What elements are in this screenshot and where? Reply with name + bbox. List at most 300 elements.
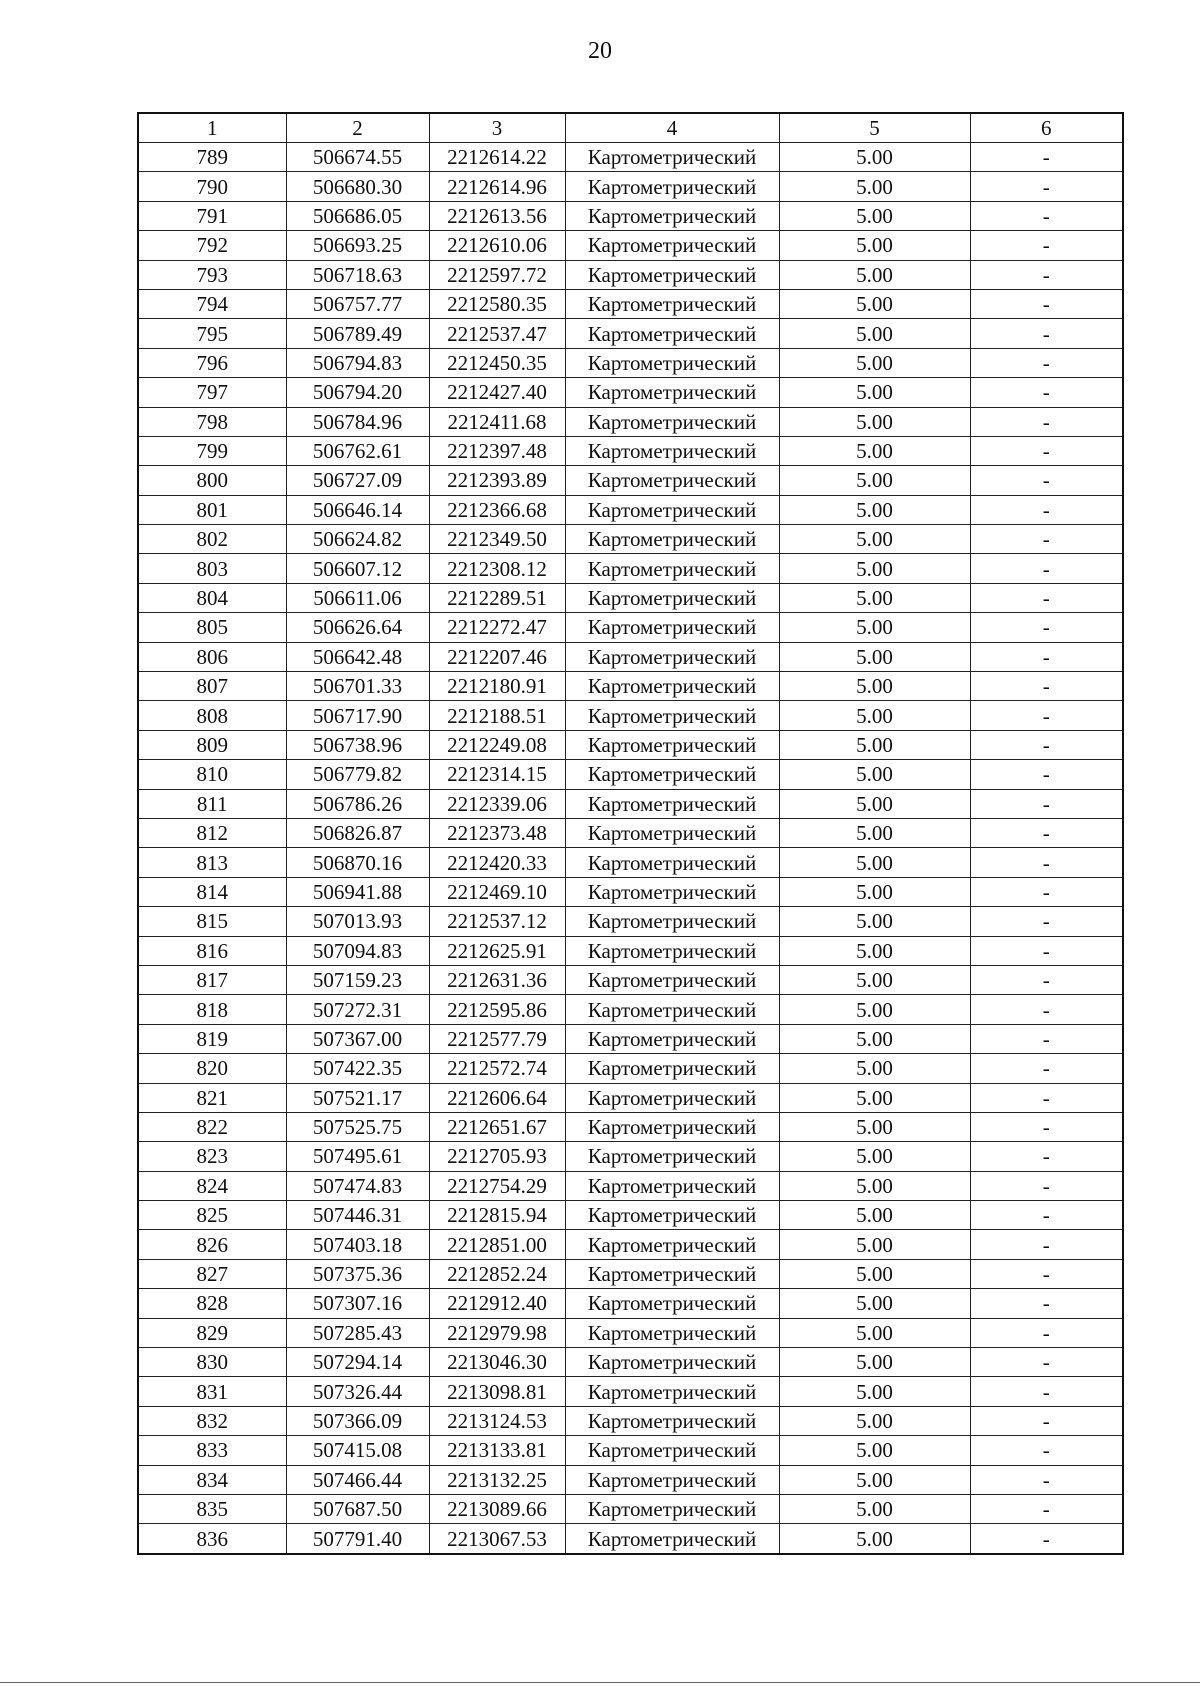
cell-x: 506607.12 [286,554,429,583]
cell-accuracy: 5.00 [779,936,970,965]
table-row [138,1524,1123,1554]
cell-y: 2212979.98 [429,1318,565,1347]
cell-accuracy: 5.00 [779,995,970,1024]
cell-x: 507791.40 [286,1524,429,1554]
table-row [138,789,1123,818]
cell-accuracy: 5.00 [779,1494,970,1523]
cell-x: 506626.64 [286,613,429,642]
cell-point-number: 836 [138,1524,286,1554]
cell-accuracy: 5.00 [779,730,970,759]
cell-x: 507013.93 [286,907,429,936]
cell-description: - [970,466,1123,495]
cell-x: 506624.82 [286,525,429,554]
cell-description: - [970,143,1123,172]
cell-point-number: 825 [138,1201,286,1230]
cell-accuracy: 5.00 [779,201,970,230]
cell-y: 2212851.00 [429,1230,565,1259]
cell-y: 2212613.56 [429,201,565,230]
cell-description: - [970,436,1123,465]
table-row [138,1024,1123,1053]
cell-y: 2212393.89 [429,466,565,495]
cell-method: Картометрический [565,1201,779,1230]
cell-description: - [970,260,1123,289]
cell-point-number: 790 [138,172,286,201]
table-row [138,848,1123,877]
cell-y: 2212572.74 [429,1054,565,1083]
cell-x: 507474.83 [286,1171,429,1200]
cell-accuracy: 5.00 [779,701,970,730]
table-row [138,583,1123,612]
table-row [138,1171,1123,1200]
cell-point-number: 800 [138,466,286,495]
cell-x: 507307.16 [286,1289,429,1318]
table-row [138,818,1123,847]
cell-method: Картометрический [565,525,779,554]
cell-description: - [970,1465,1123,1494]
cell-method: Картометрический [565,1348,779,1377]
cell-point-number: 798 [138,407,286,436]
cell-accuracy: 5.00 [779,1230,970,1259]
cell-accuracy: 5.00 [779,1406,970,1435]
cell-y: 2212631.36 [429,965,565,994]
cell-method: Картометрический [565,436,779,465]
cell-x: 506786.26 [286,789,429,818]
cell-accuracy: 5.00 [779,1465,970,1494]
cell-x: 507422.35 [286,1054,429,1083]
cell-accuracy: 5.00 [779,436,970,465]
cell-accuracy: 5.00 [779,554,970,583]
cell-y: 2212289.51 [429,583,565,612]
table-header [138,113,1123,143]
cell-accuracy: 5.00 [779,1348,970,1377]
cell-method: Картометрический [565,642,779,671]
cell-y: 2212606.64 [429,1083,565,1112]
cell-description: - [970,1436,1123,1465]
cell-y: 2212249.08 [429,730,565,759]
cell-accuracy: 5.00 [779,378,970,407]
cell-method: Картометрический [565,172,779,201]
cell-accuracy: 5.00 [779,1171,970,1200]
table-row [138,143,1123,172]
cell-method: Картометрический [565,554,779,583]
cell-accuracy: 5.00 [779,289,970,318]
cell-description: - [970,818,1123,847]
cell-point-number: 799 [138,436,286,465]
table-row [138,1436,1123,1465]
cell-accuracy: 5.00 [779,525,970,554]
cell-method: Картометрический [565,730,779,759]
cell-description: - [970,172,1123,201]
cell-description: - [970,231,1123,260]
cell-point-number: 806 [138,642,286,671]
cell-method: Картометрический [565,1406,779,1435]
cell-y: 2212207.46 [429,642,565,671]
cell-description: - [970,877,1123,906]
table-row [138,907,1123,936]
table-row [138,201,1123,230]
cell-accuracy: 5.00 [779,1377,970,1406]
cell-point-number: 821 [138,1083,286,1112]
cell-description: - [970,289,1123,318]
cell-x: 506686.05 [286,201,429,230]
cell-description: - [970,995,1123,1024]
cell-description: - [970,613,1123,642]
cell-method: Картометрический [565,495,779,524]
cell-method: Картометрический [565,1524,779,1554]
cell-y: 2212625.91 [429,936,565,965]
cell-y: 2212537.47 [429,319,565,348]
cell-y: 2213089.66 [429,1494,565,1523]
cell-y: 2212754.29 [429,1171,565,1200]
cell-method: Картометрический [565,965,779,994]
cell-x: 506717.90 [286,701,429,730]
cell-y: 2212450.35 [429,348,565,377]
cell-point-number: 796 [138,348,286,377]
cell-x: 507326.44 [286,1377,429,1406]
header-row [138,113,1123,143]
cell-method: Картометрический [565,1054,779,1083]
cell-y: 2212420.33 [429,848,565,877]
cell-point-number: 820 [138,1054,286,1083]
cell-x: 506674.55 [286,143,429,172]
table-row [138,1201,1123,1230]
cell-point-number: 795 [138,319,286,348]
cell-method: Картометрический [565,231,779,260]
cell-method: Картометрический [565,143,779,172]
cell-description: - [970,1318,1123,1347]
cell-method: Картометрический [565,701,779,730]
cell-accuracy: 5.00 [779,583,970,612]
cell-accuracy: 5.00 [779,1524,970,1554]
cell-method: Картометрический [565,1436,779,1465]
cell-description: - [970,642,1123,671]
cell-accuracy: 5.00 [779,877,970,906]
cell-method: Картометрический [565,1377,779,1406]
cell-point-number: 816 [138,936,286,965]
cell-accuracy: 5.00 [779,495,970,524]
cell-x: 507415.08 [286,1436,429,1465]
cell-accuracy: 5.00 [779,789,970,818]
cell-point-number: 803 [138,554,286,583]
bottom-rule [0,1682,1200,1683]
table-row [138,672,1123,701]
cell-accuracy: 5.00 [779,231,970,260]
table-row [138,495,1123,524]
cell-point-number: 827 [138,1259,286,1288]
cell-description: - [970,1024,1123,1053]
cell-point-number: 822 [138,1112,286,1141]
cell-accuracy: 5.00 [779,1112,970,1141]
cell-description: - [970,1083,1123,1112]
cell-point-number: 808 [138,701,286,730]
cell-x: 507687.50 [286,1494,429,1523]
cell-description: - [970,348,1123,377]
table-row [138,231,1123,260]
cell-x: 507375.36 [286,1259,429,1288]
cell-y: 2212614.96 [429,172,565,201]
cell-y: 2212180.91 [429,672,565,701]
cell-accuracy: 5.00 [779,672,970,701]
cell-x: 506826.87 [286,818,429,847]
cell-x: 506779.82 [286,760,429,789]
cell-y: 2213098.81 [429,1377,565,1406]
cell-point-number: 830 [138,1348,286,1377]
table-row [138,1406,1123,1435]
cell-y: 2212188.51 [429,701,565,730]
cell-point-number: 801 [138,495,286,524]
cell-method: Картометрический [565,1230,779,1259]
cell-method: Картометрический [565,1024,779,1053]
cell-y: 2212411.68 [429,407,565,436]
header-cell-description: 6 [970,113,1123,143]
cell-y: 2212580.35 [429,289,565,318]
cell-accuracy: 5.00 [779,1054,970,1083]
header-cell-accuracy: 5 [779,113,970,143]
header-cell-y: 3 [429,113,565,143]
cell-x: 507366.09 [286,1406,429,1435]
cell-method: Картометрический [565,760,779,789]
cell-point-number: 794 [138,289,286,318]
cell-x: 506757.77 [286,289,429,318]
cell-y: 2212614.22 [429,143,565,172]
cell-accuracy: 5.00 [779,613,970,642]
cell-x: 506738.96 [286,730,429,759]
table-row [138,936,1123,965]
cell-x: 507466.44 [286,1465,429,1494]
cell-accuracy: 5.00 [779,407,970,436]
cell-x: 506727.09 [286,466,429,495]
cell-point-number: 793 [138,260,286,289]
cell-description: - [970,407,1123,436]
table-row [138,995,1123,1024]
cell-y: 2213046.30 [429,1348,565,1377]
cell-description: - [970,554,1123,583]
cell-description: - [970,965,1123,994]
cell-method: Картометрический [565,1142,779,1171]
cell-description: - [970,701,1123,730]
cell-accuracy: 5.00 [779,1259,970,1288]
cell-point-number: 789 [138,143,286,172]
cell-y: 2213067.53 [429,1524,565,1554]
table-row [138,1348,1123,1377]
table-row [138,554,1123,583]
cell-description: - [970,1289,1123,1318]
cell-y: 2212595.86 [429,995,565,1024]
table-row [138,348,1123,377]
cell-point-number: 813 [138,848,286,877]
cell-point-number: 832 [138,1406,286,1435]
cell-method: Картометрический [565,672,779,701]
cell-x: 506941.88 [286,877,429,906]
cell-method: Картометрический [565,1465,779,1494]
table-row [138,1318,1123,1347]
cell-y: 2212308.12 [429,554,565,583]
table-row [138,466,1123,495]
cell-accuracy: 5.00 [779,260,970,289]
cell-x: 506762.61 [286,436,429,465]
cell-x: 507272.31 [286,995,429,1024]
table-body [138,143,1123,1554]
cell-accuracy: 5.00 [779,760,970,789]
cell-description: - [970,848,1123,877]
cell-x: 506646.14 [286,495,429,524]
cell-y: 2212705.93 [429,1142,565,1171]
cell-method: Картометрический [565,936,779,965]
coordinates-table [137,112,1124,1555]
cell-y: 2212366.68 [429,495,565,524]
table-row [138,407,1123,436]
table-row [138,436,1123,465]
cell-description: - [970,378,1123,407]
cell-y: 2212272.47 [429,613,565,642]
cell-point-number: 805 [138,613,286,642]
cell-point-number: 833 [138,1436,286,1465]
table-row [138,1494,1123,1523]
cell-method: Картометрический [565,1318,779,1347]
cell-description: - [970,1377,1123,1406]
cell-description: - [970,1259,1123,1288]
cell-y: 2213124.53 [429,1406,565,1435]
cell-x: 506870.16 [286,848,429,877]
cell-description: - [970,1054,1123,1083]
cell-method: Картометрический [565,289,779,318]
cell-x: 507403.18 [286,1230,429,1259]
table-row [138,172,1123,201]
cell-point-number: 828 [138,1289,286,1318]
cell-x: 506789.49 [286,319,429,348]
cell-x: 507159.23 [286,965,429,994]
table-row [138,378,1123,407]
cell-accuracy: 5.00 [779,1289,970,1318]
cell-point-number: 824 [138,1171,286,1200]
cell-method: Картометрический [565,378,779,407]
cell-method: Картометрический [565,1494,779,1523]
cell-y: 2212469.10 [429,877,565,906]
cell-y: 2212597.72 [429,260,565,289]
cell-method: Картометрический [565,1083,779,1112]
cell-y: 2212610.06 [429,231,565,260]
cell-description: - [970,1142,1123,1171]
cell-method: Картометрический [565,613,779,642]
table-row [138,730,1123,759]
cell-method: Картометрический [565,407,779,436]
cell-point-number: 834 [138,1465,286,1494]
cell-description: - [970,760,1123,789]
cell-y: 2212815.94 [429,1201,565,1230]
cell-description: - [970,201,1123,230]
cell-description: - [970,1112,1123,1141]
cell-x: 507446.31 [286,1201,429,1230]
cell-point-number: 818 [138,995,286,1024]
table-row [138,1377,1123,1406]
cell-point-number: 810 [138,760,286,789]
cell-method: Картометрический [565,995,779,1024]
cell-x: 507521.17 [286,1083,429,1112]
cell-accuracy: 5.00 [779,143,970,172]
cell-accuracy: 5.00 [779,642,970,671]
cell-accuracy: 5.00 [779,1142,970,1171]
cell-method: Картометрический [565,848,779,877]
cell-x: 507367.00 [286,1024,429,1053]
cell-y: 2212912.40 [429,1289,565,1318]
cell-method: Картометрический [565,818,779,847]
table-row [138,1054,1123,1083]
cell-x: 506693.25 [286,231,429,260]
cell-method: Картометрический [565,583,779,612]
cell-point-number: 831 [138,1377,286,1406]
cell-y: 2212397.48 [429,436,565,465]
cell-point-number: 823 [138,1142,286,1171]
header-cell-point-number: 1 [138,113,286,143]
header-cell-method: 4 [565,113,779,143]
cell-point-number: 802 [138,525,286,554]
cell-x: 507285.43 [286,1318,429,1347]
cell-x: 506794.20 [286,378,429,407]
cell-accuracy: 5.00 [779,1318,970,1347]
cell-y: 2212537.12 [429,907,565,936]
cell-description: - [970,1230,1123,1259]
table-row [138,1142,1123,1171]
cell-accuracy: 5.00 [779,907,970,936]
cell-description: - [970,319,1123,348]
cell-description: - [970,525,1123,554]
page-number: 20 [588,38,612,64]
cell-point-number: 815 [138,907,286,936]
cell-description: - [970,1494,1123,1523]
cell-method: Картометрический [565,1171,779,1200]
cell-point-number: 835 [138,1494,286,1523]
cell-method: Картометрический [565,1112,779,1141]
cell-point-number: 819 [138,1024,286,1053]
cell-x: 506718.63 [286,260,429,289]
table-row [138,1465,1123,1494]
cell-y: 2212373.48 [429,818,565,847]
table-row [138,877,1123,906]
cell-x: 506680.30 [286,172,429,201]
table-row [138,701,1123,730]
cell-y: 2212349.50 [429,525,565,554]
cell-description: - [970,789,1123,818]
cell-point-number: 797 [138,378,286,407]
table-row [138,289,1123,318]
table-row [138,319,1123,348]
cell-accuracy: 5.00 [779,1024,970,1053]
cell-x: 506611.06 [286,583,429,612]
cell-description: - [970,672,1123,701]
cell-method: Картометрический [565,319,779,348]
cell-point-number: 814 [138,877,286,906]
cell-x: 506794.83 [286,348,429,377]
cell-x: 506784.96 [286,407,429,436]
cell-method: Картометрический [565,1259,779,1288]
cell-method: Картометрический [565,260,779,289]
cell-accuracy: 5.00 [779,1436,970,1465]
cell-method: Картометрический [565,348,779,377]
cell-y: 2212651.67 [429,1112,565,1141]
cell-x: 507525.75 [286,1112,429,1141]
cell-accuracy: 5.00 [779,466,970,495]
cell-method: Картометрический [565,907,779,936]
cell-description: - [970,907,1123,936]
cell-point-number: 791 [138,201,286,230]
cell-description: - [970,1171,1123,1200]
cell-accuracy: 5.00 [779,172,970,201]
cell-y: 2212577.79 [429,1024,565,1053]
cell-accuracy: 5.00 [779,319,970,348]
table-row [138,965,1123,994]
cell-point-number: 812 [138,818,286,847]
table-row [138,1230,1123,1259]
